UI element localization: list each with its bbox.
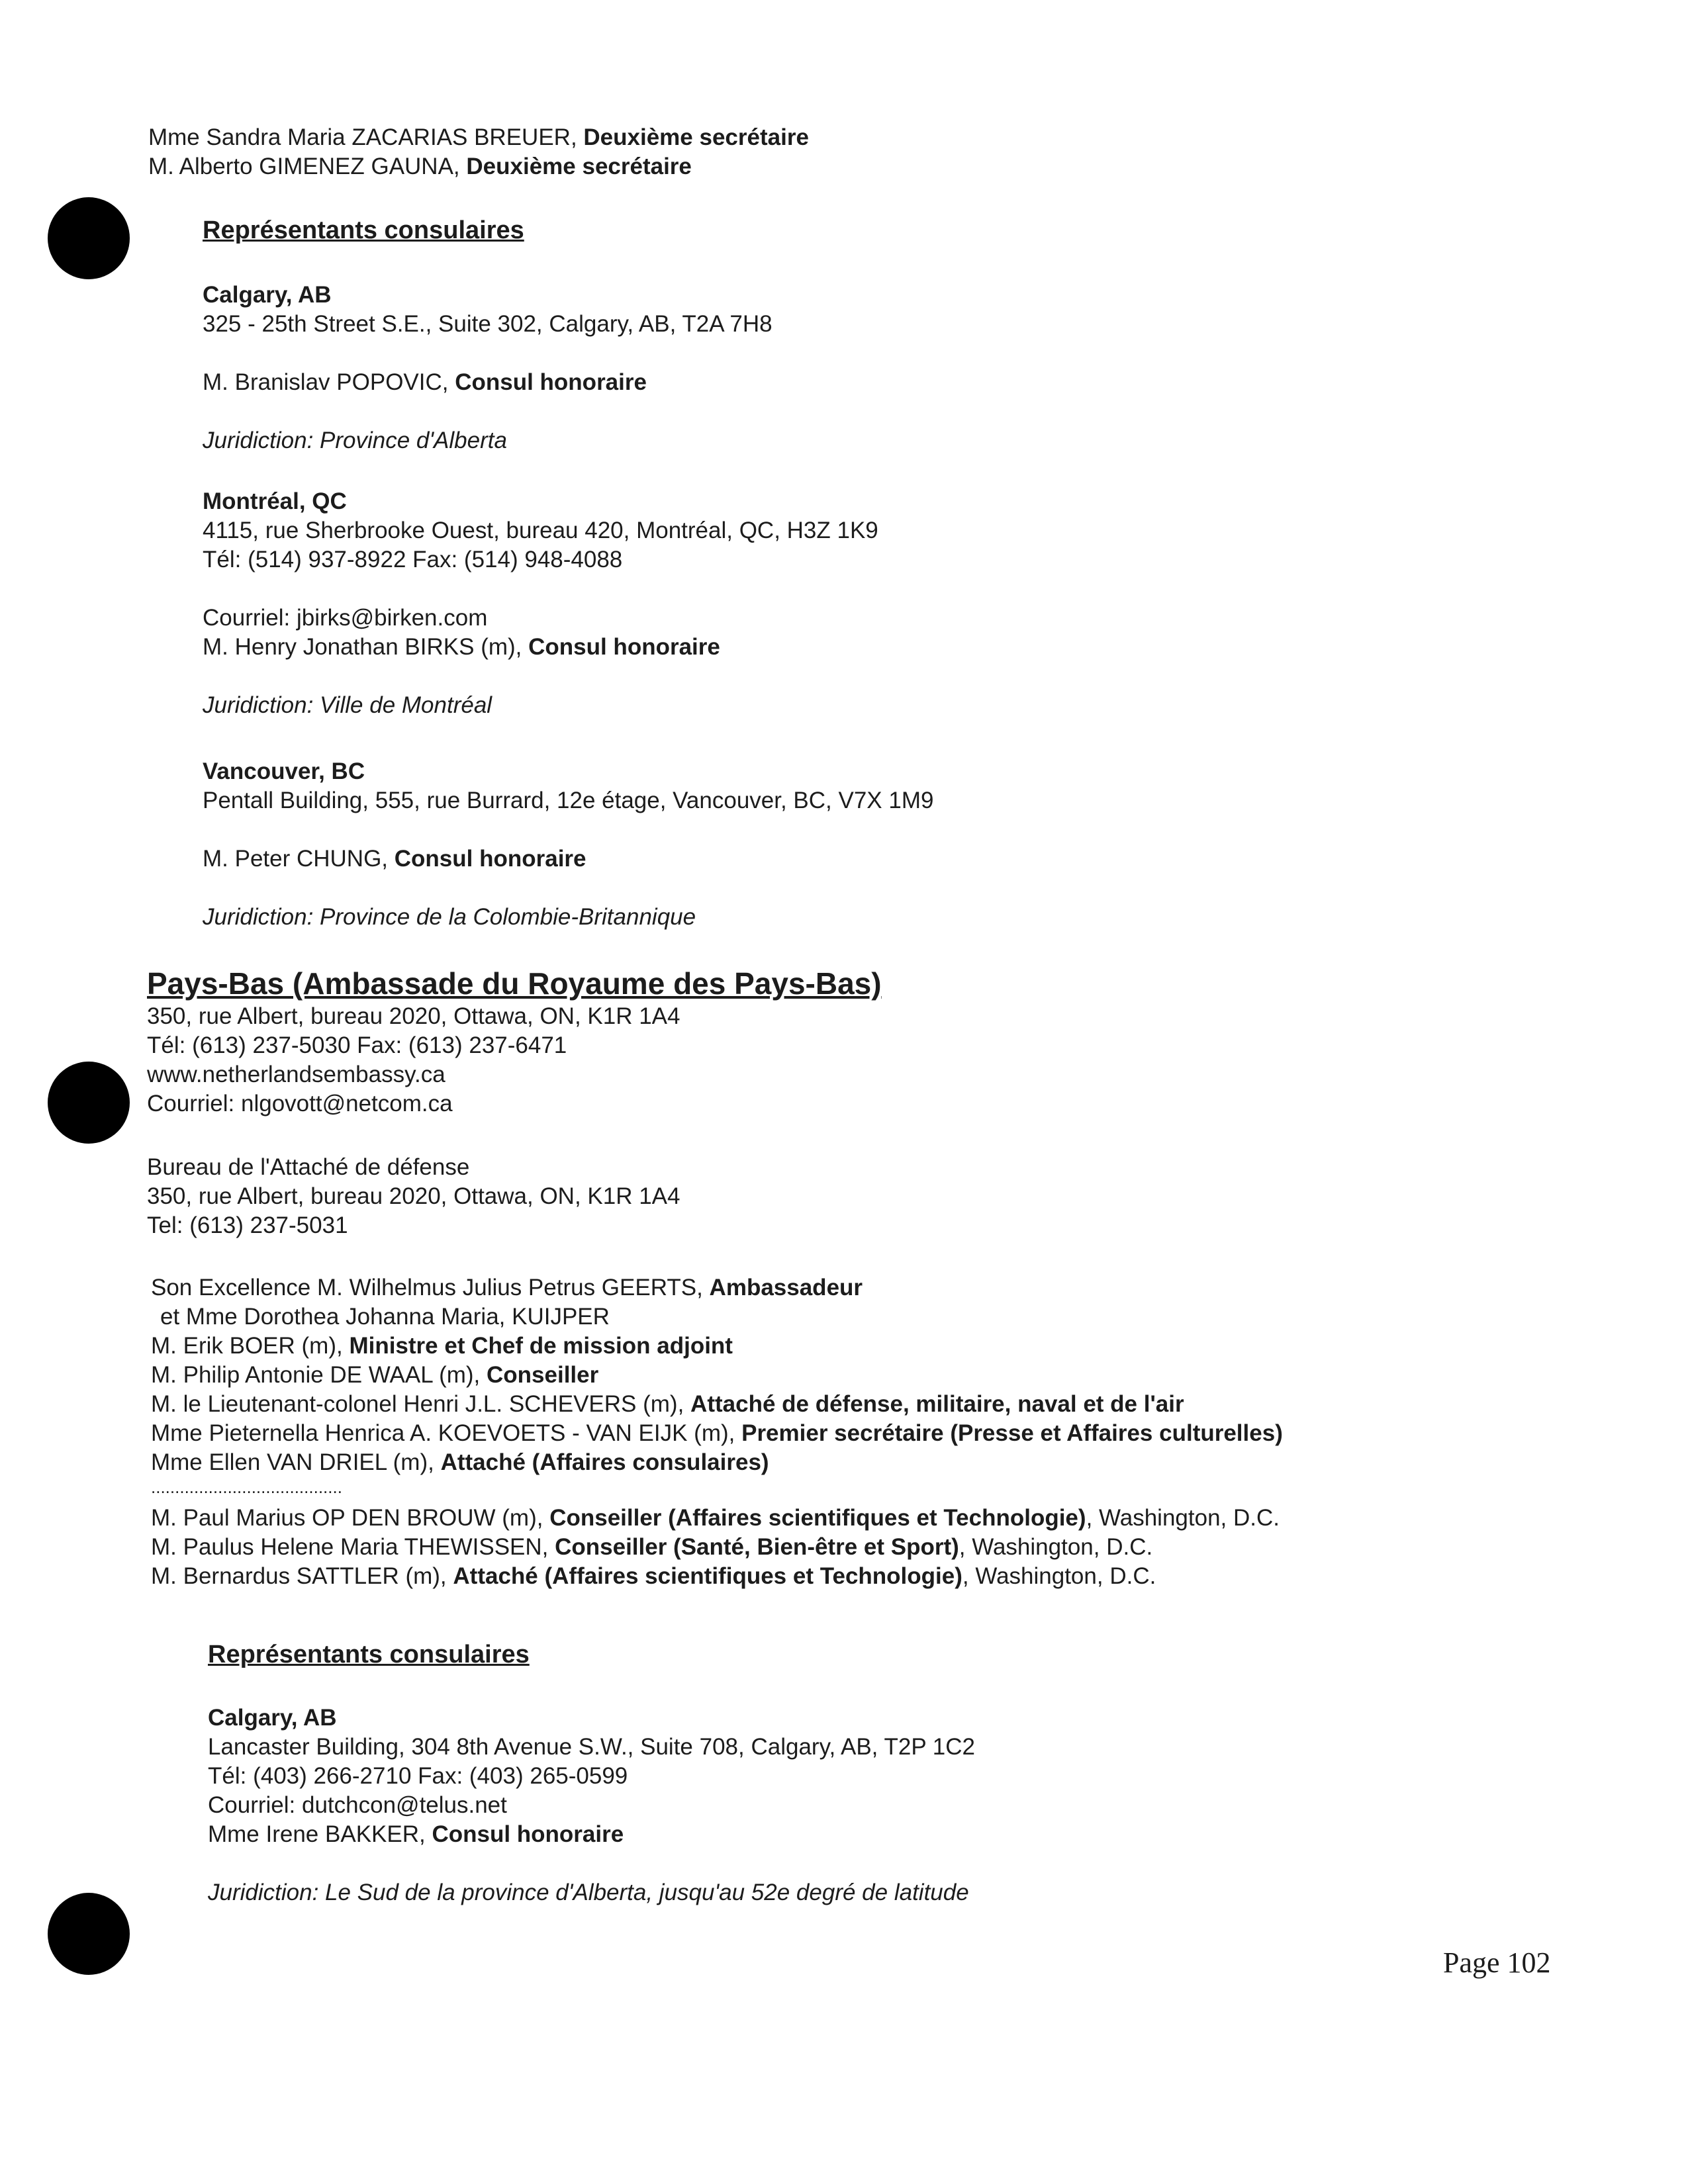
ambassador-name: Son Excellence M. Wilhelmus Julius Petrus GEERTS, [151,1275,710,1300]
staff-line [151,1332,1283,1361]
consul-title: Consul honoraire [528,634,720,660]
staff-name: M. Bernardus SATTLER (m), [151,1563,453,1589]
punch-hole-middle [48,1062,130,1144]
consulate-vancouver [203,757,933,932]
city-heading: Vancouver, BC [203,758,365,784]
phone: Tel: (613) 237-5031 [147,1212,348,1238]
staff-name: Mme Pieternella Henrica A. KOEVOETS - VAN EIJK (m), [151,1420,742,1446]
city-heading: Montréal, QC [203,488,347,514]
staff-line [148,152,809,181]
address: 4115, rue Sherbrooke Ouest, bureau 420, Montréal, QC, H3Z 1K9 [203,518,878,543]
consul-line [203,368,773,397]
section2-heading [208,1640,530,1670]
jurisdiction: Juridiction: Le Sud de la province d'Alberta, jusqu'au 52e degré de latitude [208,1880,969,1905]
staff-name: M. Paulus Helene Maria THEWISSEN, [151,1534,555,1560]
ambassador-spouse: et Mme Dorothea Johanna Maria, KUIJPER [160,1304,610,1330]
email: Courriel: dutchcon@telus.net [208,1792,507,1818]
staff-title: Premier secrétaire (Presse et Affaires culturelles) [741,1420,1283,1446]
phone: Tél: (403) 266-2710 Fax: (403) 265-0599 [208,1763,628,1789]
staff-title: Ministre et Chef de mission adjoint [349,1333,733,1359]
address: Lancaster Building, 304 8th Avenue S.W., Suite 708, Calgary, AB, T2P 1C2 [208,1734,975,1760]
staff-line [151,1419,1283,1448]
staff-location: , Washington, D.C. [962,1563,1156,1589]
embassy-contact [147,1002,680,1118]
staff-title: Deuxième secrétaire [583,124,809,150]
top-staff-list [148,123,809,181]
address: 350, rue Albert, bureau 2020, Ottawa, ON, K1R 1A4 [147,1183,680,1209]
staff-title: Deuxième secrétaire [466,154,692,179]
consul-name: M. Henry Jonathan BIRKS (m), [203,634,529,660]
netherlands-heading [147,966,882,1001]
consul-title: Consul honoraire [394,846,586,872]
staff-title: Attaché (Affaires consulaires) [440,1449,769,1475]
punch-hole-bottom [48,1893,130,1975]
jurisdiction: Juridiction: Province de la Colombie-Britannique [203,904,696,930]
staff-line [151,1390,1283,1419]
punch-hole-top [48,197,130,279]
consul-line [203,844,933,874]
consulate-montreal [203,487,878,720]
staff-title: Conseiller [487,1362,599,1388]
section-heading: Représentants consulaires [203,216,524,244]
city-heading: Calgary, AB [208,1705,337,1731]
staff-line [151,1562,1283,1591]
phone: Tél: (613) 237-5030 Fax: (613) 237-6471 [147,1032,567,1058]
staff-name: Mme Sandra Maria ZACARIAS BREUER, [148,124,584,150]
consul-line [208,1820,975,1849]
staff-title: Conseiller (Affaires scientifiques et Technologie) [549,1505,1086,1531]
staff-title: Attaché (Affaires scientifiques et Technologie) [453,1563,962,1589]
page-number: Page 102 [1443,1946,1551,1979]
staff-line [151,1448,1283,1477]
consul-name: M. Peter CHUNG, [203,846,395,872]
consul-title: Consul honoraire [455,369,647,395]
section-heading: Représentants consulaires [208,1641,530,1668]
ambassador-title: Ambassadeur [709,1275,863,1300]
staff-title: Attaché de défense, militaire, naval et de l'air [690,1391,1184,1417]
staff-location: , Washington, D.C. [959,1534,1153,1560]
jurisdiction: Juridiction: Ville de Montréal [203,692,492,718]
staff-location: , Washington, D.C. [1086,1505,1280,1531]
staff-title: Conseiller (Santé, Bien-être et Sport) [555,1534,959,1560]
phone: Tél: (514) 937-8922 Fax: (514) 948-4088 [203,547,623,572]
staff-line [151,1504,1283,1533]
consul-title: Consul honoraire [432,1821,624,1847]
address: 350, rue Albert, bureau 2020, Ottawa, ON, K1R 1A4 [147,1003,680,1029]
email: Courriel: nlgovott@netcom.ca [147,1091,453,1116]
staff-name: Mme Ellen VAN DRIEL (m), [151,1449,441,1475]
website: www.netherlandsembassy.ca [147,1062,445,1087]
city-heading: Calgary, AB [203,282,332,308]
email: Courriel: jbirks@birken.com [203,605,488,631]
staff-line [151,1361,1283,1390]
separator-dots: ........................................ [151,1477,342,1497]
ambassador-line [151,1273,1283,1302]
office-name: Bureau de l'Attaché de défense [147,1154,470,1180]
staff-name: M. Philip Antonie DE WAAL (m), [151,1362,487,1388]
staff-name: M. Alberto GIMENEZ GAUNA, [148,154,467,179]
embassy-staff-list [151,1273,1283,1591]
staff-name: M. le Lieutenant-colonel Henri J.L. SCHEVERS (m), [151,1391,691,1417]
address: 325 - 25th Street S.E., Suite 302, Calgary, AB, T2A 7H8 [203,311,773,337]
defense-attache-office [147,1153,680,1240]
address: Pentall Building, 555, rue Burrard, 12e étage, Vancouver, BC, V7X 1M9 [203,788,934,813]
consulate-calgary [203,281,773,455]
consul-name: M. Branislav POPOVIC, [203,369,455,395]
consul-name: Mme Irene BAKKER, [208,1821,432,1847]
staff-line [148,123,809,152]
section1-heading [203,216,524,246]
jurisdiction: Juridiction: Province d'Alberta [203,428,507,453]
staff-name: M. Paul Marius OP DEN BROUW (m), [151,1505,550,1531]
consulate-calgary-nl [208,1704,975,1907]
consul-line [203,633,878,662]
country-heading: Pays-Bas (Ambassade du Royaume des Pays-Bas) [147,966,882,1001]
staff-name: M. Erik BOER (m), [151,1333,350,1359]
staff-line [151,1533,1283,1562]
